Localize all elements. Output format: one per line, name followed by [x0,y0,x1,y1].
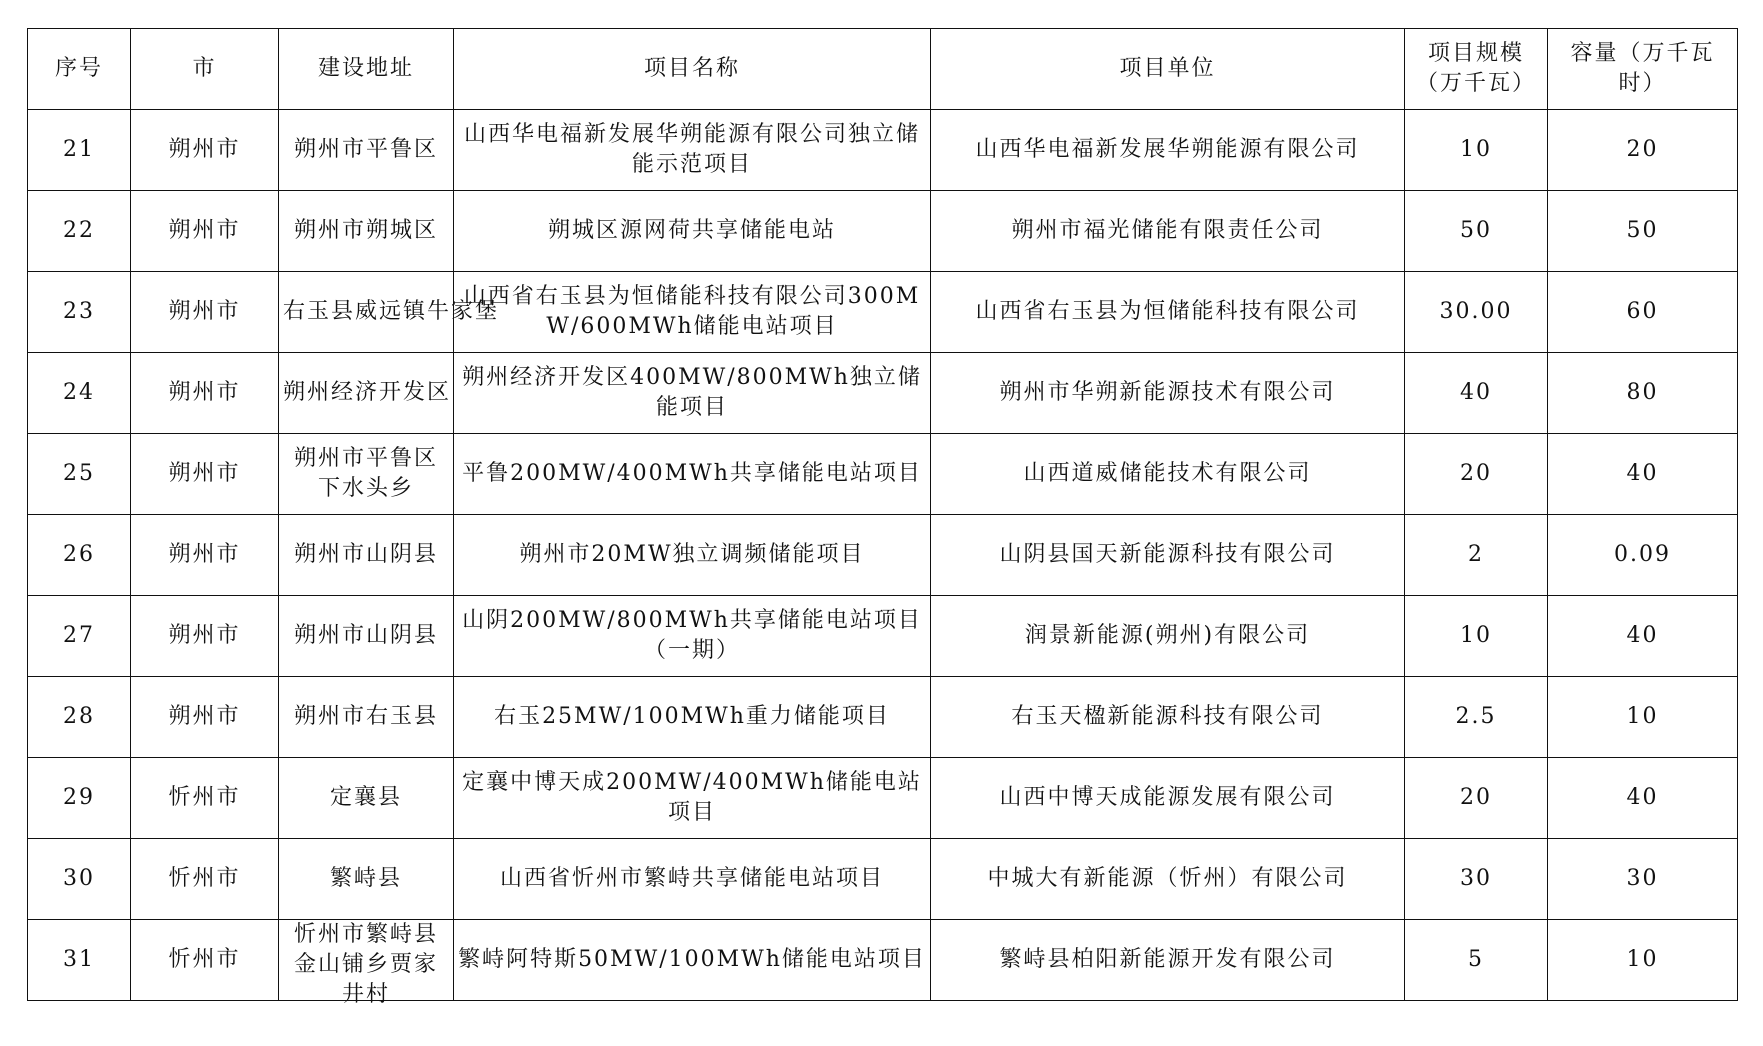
cell-address: 朔州市右玉县 [279,677,454,758]
cell-scale: 2 [1405,515,1548,596]
cell-project-name: 朔州市20MW独立调频储能项目 [454,515,931,596]
cell-address: 右玉县威远镇牛家堡 [279,272,454,353]
cell-address: 朔州市平鲁区 [279,110,454,191]
table-row [28,191,1738,272]
cell-address: 定襄县 [279,758,454,839]
cell-city: 朔州市 [131,515,279,596]
cell-project-unit: 朔州市华朔新能源技术有限公司 [931,353,1405,434]
cell-scale: 20 [1405,758,1548,839]
cell-capacity: 20 [1548,110,1738,191]
cell-project-unit: 润景新能源(朔州)有限公司 [931,596,1405,677]
cell-address: 繁峙县 [279,839,454,920]
cell-scale: 2.5 [1405,677,1548,758]
cell-project-name: 朔城区源网荷共享储能电站 [454,191,931,272]
cell-project-name: 朔州经济开发区400MW/800MWh独立储能项目 [454,353,931,434]
header-scale: 项目规模（万千瓦） [1405,29,1548,110]
cell-seq: 24 [28,353,131,434]
cell-address [279,920,454,1007]
cell-address: 朔州市山阴县 [279,515,454,596]
table-row [28,758,1738,839]
cell-city: 朔州市 [131,677,279,758]
table-row [28,839,1738,920]
cell-project-name: 山西省右玉县为恒储能科技有限公司300MW/600MWh储能电站项目 [454,272,931,353]
header-address: 建设地址 [279,29,454,110]
cell-scale: 20 [1405,434,1548,515]
cell-seq: 25 [28,434,131,515]
cell-city: 忻州市 [131,839,279,920]
cell-scale: 40 [1405,353,1548,434]
cell-city: 朔州市 [131,272,279,353]
cell-scale: 10 [1405,596,1548,677]
cell-project-unit: 山西道威储能技术有限公司 [931,434,1405,515]
cell-capacity: 10 [1548,677,1738,758]
cell-city: 朔州市 [131,596,279,677]
cell-city: 朔州市 [131,110,279,191]
cell-scale: 30 [1405,839,1548,920]
table-row [28,920,1738,1001]
cell-city: 朔州市 [131,191,279,272]
table-row [28,596,1738,677]
header-row [28,29,1738,110]
cell-city: 朔州市 [131,434,279,515]
cell-project-unit: 山西华电福新发展华朔能源有限公司 [931,110,1405,191]
cell-seq: 23 [28,272,131,353]
cell-project-unit: 朔州市福光储能有限责任公司 [931,191,1405,272]
table-row [28,677,1738,758]
cell-address: 朔州经济开发区 [279,353,454,434]
cell-project-unit: 繁峙县柏阳新能源开发有限公司 [931,920,1405,1001]
cell-capacity: 40 [1548,434,1738,515]
cell-city: 忻州市 [131,920,279,1001]
cell-project-name: 繁峙阿特斯50MW/100MWh储能电站项目 [454,920,931,1001]
cell-address: 朔州市山阴县 [279,596,454,677]
cell-project-name: 山阴200MW/800MWh共享储能电站项目（一期） [454,596,931,677]
cell-scale: 10 [1405,110,1548,191]
cell-project-unit: 山阴县国天新能源科技有限公司 [931,515,1405,596]
cell-city: 朔州市 [131,353,279,434]
cell-capacity: 0.09 [1548,515,1738,596]
cell-capacity: 30 [1548,839,1738,920]
cell-city: 忻州市 [131,758,279,839]
cell-seq: 21 [28,110,131,191]
cell-address: 朔州市平鲁区下水头乡 [279,434,454,515]
cell-seq: 27 [28,596,131,677]
cell-seq: 22 [28,191,131,272]
cell-scale: 30.00 [1405,272,1548,353]
cell-project-name: 山西省忻州市繁峙共享储能电站项目 [454,839,931,920]
table-row [28,515,1738,596]
cell-project-name: 平鲁200MW/400MWh共享储能电站项目 [454,434,931,515]
table-row [28,434,1738,515]
cell-seq: 29 [28,758,131,839]
cell-capacity: 60 [1548,272,1738,353]
cell-address-text: 忻州市繁峙县金山铺乡贾家井村 [293,922,438,1007]
cell-project-unit: 山西中博天成能源发展有限公司 [931,758,1405,839]
cell-project-unit: 右玉天楹新能源科技有限公司 [931,677,1405,758]
table-row [28,110,1738,191]
cell-project-unit: 山西省右玉县为恒储能科技有限公司 [931,272,1405,353]
header-city: 市 [131,29,279,110]
header-seq: 序号 [28,29,131,110]
header-capacity: 容量（万千瓦时） [1548,29,1738,110]
header-project-name: 项目名称 [454,29,931,110]
project-table [27,28,1738,1007]
cell-address: 朔州市朔城区 [279,191,454,272]
cell-capacity: 40 [1548,596,1738,677]
header-project-unit: 项目单位 [931,29,1405,110]
cell-project-unit: 中城大有新能源（忻州）有限公司 [931,839,1405,920]
cell-seq: 30 [28,839,131,920]
cell-capacity: 50 [1548,191,1738,272]
cell-seq: 28 [28,677,131,758]
cell-scale: 5 [1405,920,1548,1001]
cell-project-name: 定襄中博天成200MW/400MWh储能电站项目 [454,758,931,839]
cell-capacity: 10 [1548,920,1738,1001]
cell-project-name: 右玉25MW/100MWh重力储能项目 [454,677,931,758]
cell-seq: 31 [28,920,131,1001]
table-row [28,353,1738,434]
cell-capacity: 80 [1548,353,1738,434]
cell-scale: 50 [1405,191,1548,272]
cell-project-name: 山西华电福新发展华朔能源有限公司独立储能示范项目 [454,110,931,191]
table-row [28,272,1738,353]
cell-seq: 26 [28,515,131,596]
cell-capacity: 40 [1548,758,1738,839]
